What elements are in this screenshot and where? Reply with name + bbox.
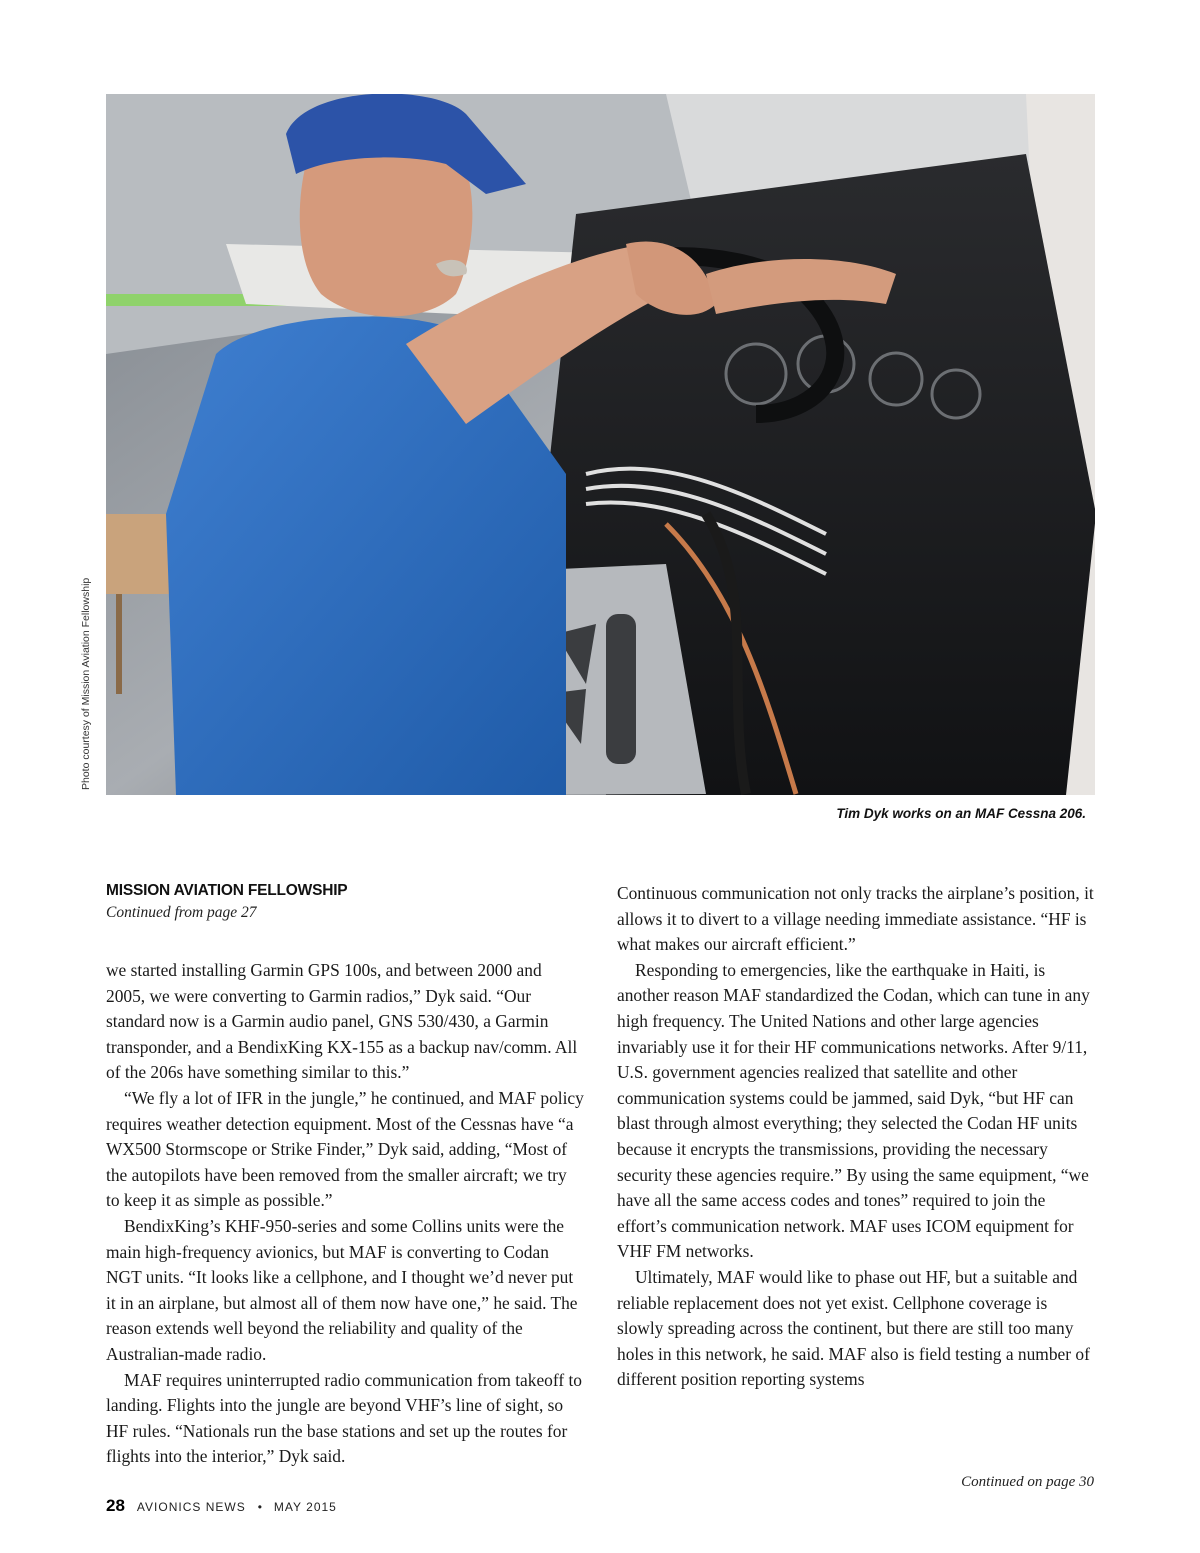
- photo-credit: Photo courtesy of Mission Aviation Fellowship: [80, 577, 92, 790]
- page-footer: [106, 1496, 337, 1516]
- page-number: 28: [106, 1496, 125, 1515]
- paragraph: MAF requires uninterrupted radio communication from takeoff to landing. Flights into the jungle are beyond VHF’s line of sight, so HF rules. “Nationals run the base stations and set up the routes for flights into the interior,” Dyk said.: [106, 1369, 582, 1467]
- paragraph: Continuous communication not only tracks the airplane’s position, it allows it to divert to a village needing immediate assistance. “HF is what makes our aircraft efficient.”: [617, 883, 1094, 955]
- photo-caption: Tim Dyk works on an MAF Cessna 206.: [836, 806, 1086, 821]
- publication-name: AVIONICS NEWS: [136, 1500, 246, 1514]
- section-kicker: MISSION AVIATION FELLOWSHIP: [106, 882, 348, 899]
- paragraph: BendixKing’s KHF-950-series and some Collins units were the main high-frequency avionics, but MAF is converting to Codan NGT units. “It looks like a cellphone, and I thought we’d never put it in an airplane, but almost all of them now have one,” he said. The reason extends well beyond the reliability and quality of the Australian-made radio.: [106, 1215, 578, 1364]
- paragraph: Ultimately, MAF would like to phase out HF, but a suitable and reliable replacement does not yet exist. Cellphone coverage is slowly spreading across the continent, but there are still too many holes in this network, he said. MAF also is field testing a number of different position reporting systems: [617, 1266, 1090, 1390]
- issue-date: MAY 2015: [273, 1500, 337, 1514]
- article-column-left: [106, 958, 584, 1470]
- photo-illustration: [106, 94, 1095, 795]
- article-photo: [106, 94, 1095, 795]
- continued-from-note: Continued from page 27: [106, 904, 257, 921]
- paragraph: Responding to emergencies, like the earthquake in Haiti, is another reason MAF standardized the Codan, which can tune in any high frequency. The United Nations and other large agencies invariably use it for their HF communications networks. After 9/11, U.S. government agencies realized that satellite and other communication systems could be jammed, said Dyk, “but HF can blast through almost everything; they selected the Codan HF units because it encrypts the transmissions, providing the necessary security these agencies require.” By using the same equipment, “we have all the same access codes and tones” required to join the effort’s communication network. MAF uses ICOM equipment for VHF FM networks.: [617, 959, 1090, 1262]
- continued-on-note: Continued on page 30: [961, 1474, 1094, 1490]
- paragraph: “We fly a lot of IFR in the jungle,” he continued, and MAF policy requires weather detection equipment. Most of the Cessnas have “a WX500 Stormscope or Strike Finder,” Dyk said, adding, “Most of the autopilots have been removed from the smaller aircraft; we try to keep it as simple as possible.”: [106, 1087, 584, 1211]
- footer-separator: •: [257, 1500, 262, 1514]
- paragraph: we started installing Garmin GPS 100s, and between 2000 and 2005, we were converting to Garmin radios,” Dyk said. “Our standard now is a Garmin audio panel, GNS 530/430, a Garmin transponder, and a BendixKing KX-155 as a backup nav/comm. All of the 206s have something similar to this.”: [106, 960, 578, 1083]
- article-column-right: [617, 881, 1095, 1393]
